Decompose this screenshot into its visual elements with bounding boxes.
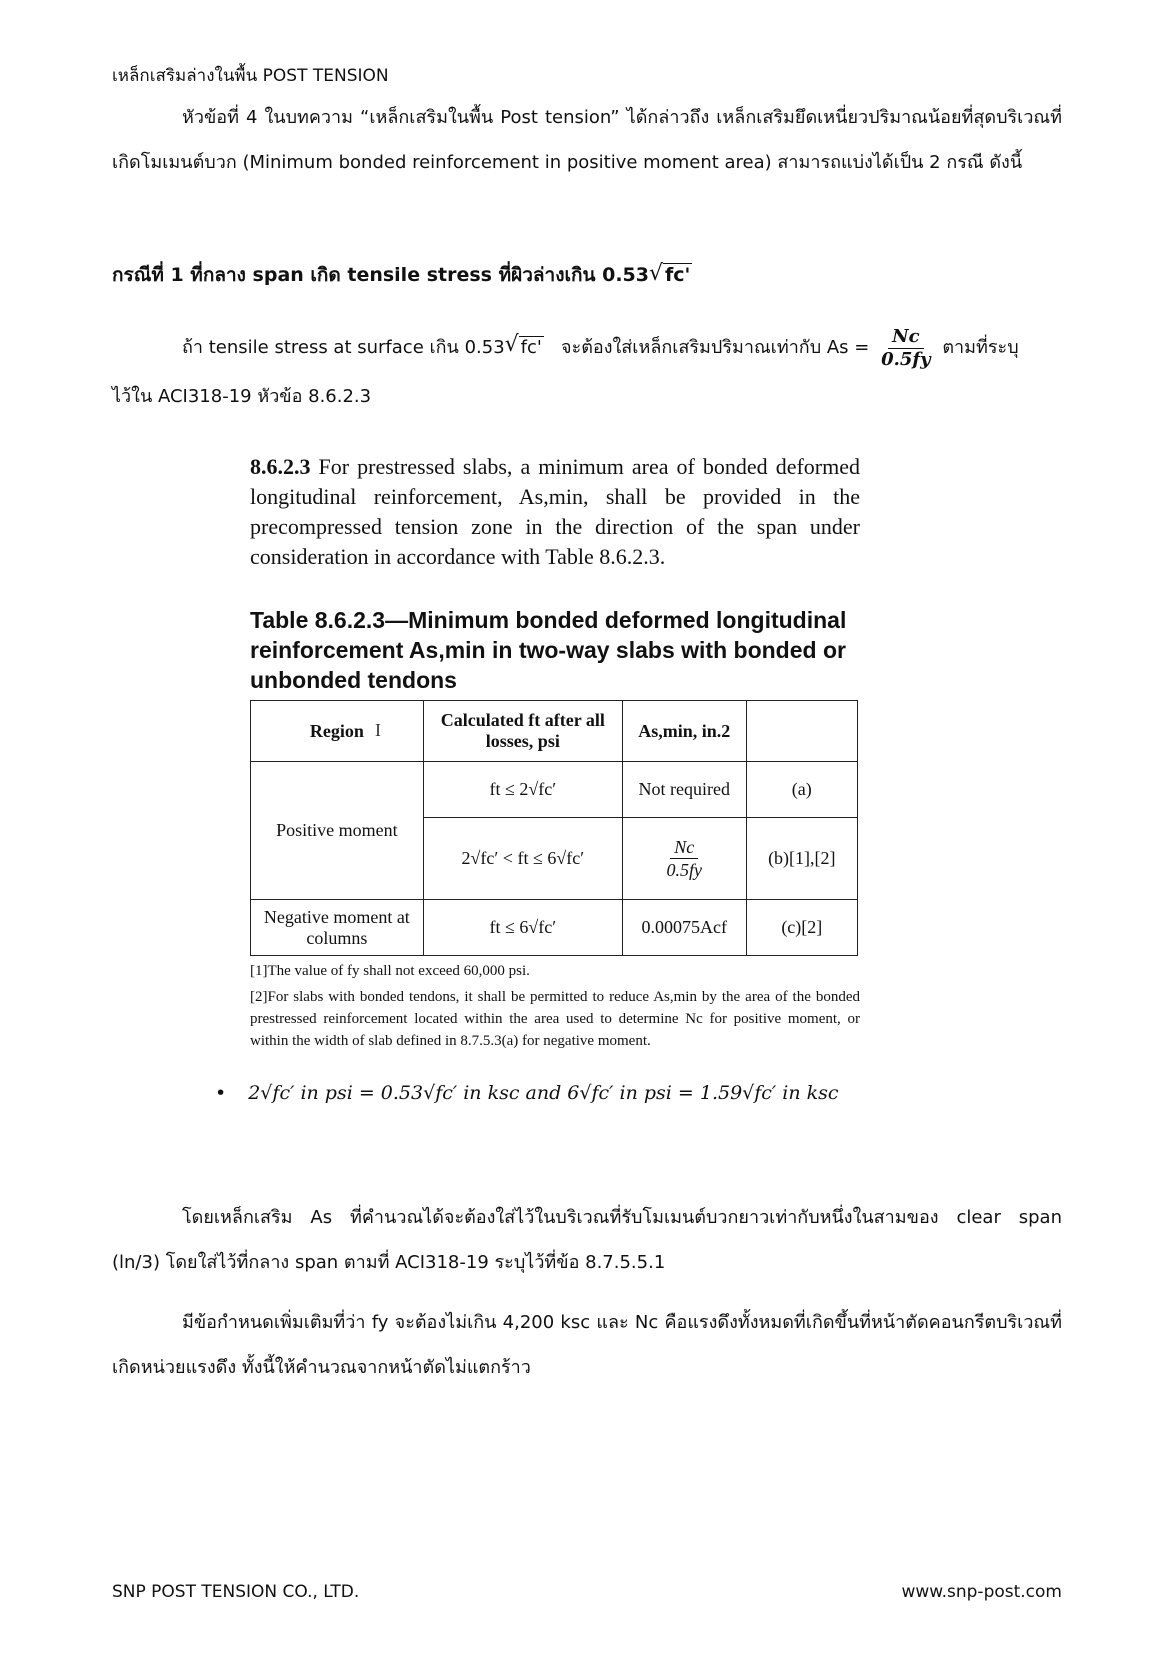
case1-heading-text: กรณีที่ 1 ที่กลาง span เกิด tensile stress ที่ผิวล่างเกิน 0.53 [112,264,649,286]
table-fraction-numerator: Nc [670,836,698,859]
table-fraction [667,836,703,881]
requirement-text: มีข้อกำหนดเพิ่มเติมที่ว่า fy จะต้องไม่เกิน 4,200 ksc และ Nc คือแรงดึงทั้งหมดที่เกิดขึ้นที่หน้าตัดคอนกรีตบริเวณที่เกิดหน่วยแรงดึง ทั้งนี้ให้คำนวณจากหน้าตัดไม่แตกร้าว [112,1312,1062,1378]
placement-text: โดยเหล็กเสริม As ที่คำนวณได้จะต้องใส่ไว้ในบริเวณที่รับโมเมนต์บวกยาวเท่ากับหนึ่งในสามของ clear span (ln/3) โดยใส่ไว้ที่กลาง span ตามที่ ACI318-19 ระบุไว้ที่ข้อ 8.7.5.5.1 [112,1207,1062,1273]
table-cell-region: Positive moment [251,762,424,900]
table-row [251,762,858,818]
footer-website[interactable]: www.snp-post.com [901,1582,1062,1602]
aci-clause-8-6-2-3 [250,452,860,572]
requirement-paragraph [112,1300,1062,1390]
case1-paragraph-line2: ไว้ใน ACI318-19 หัวข้อ 8.6.2.3 [112,386,372,407]
sqrt-symbol [505,322,544,374]
intro-paragraph [112,95,1062,185]
table-title: Table 8.6.2.3—Minimum bonded deformed longitudinal reinforcement As,min in two-way slabs with bonded or unbonded tendons [250,607,847,693]
table-cell-ref: (c)[2] [746,900,857,956]
table-cell-ft: ft ≤ 2√fc′ [423,762,622,818]
clause-number: 8.6.2.3 [250,454,311,479]
case1-heading-root: fc' [664,264,691,286]
table-header-ref [746,701,857,762]
text-cursor-icon: I [375,720,381,740]
intro-text: หัวข้อที่ 4 ในบทความ “เหล็กเสริมในพื้น Post tension” ได้กล่าวถึง เหล็กเสริมยึดเหนี่ยวปริมาณน้อยที่สุดบริเวณที่เกิดโมเมนต์บวก (Minimum bonded reinforcement in positive moment area) สามารถแบ่งได้เป็น 2 กรณี ดังนี้ [112,107,1062,173]
aci-table-8-6-2-3 [250,700,858,956]
table-fraction-denominator: 0.5fy [666,860,703,880]
table-cell-ft: ft ≤ 6√fc′ [423,900,622,956]
table-header-asmin: As,min, in.2 [622,701,746,762]
case1-para-root: fc' [520,337,542,358]
clause-text: For prestressed slabs, a minimum area of bonded deformed longitudinal reinforcement, As,min, shall be provided in the precompressed tension zone in the direction of the span under consideration in accordance with Table 8.6.2.3. [250,454,861,569]
table-cell-asmin: 0.00075Acf [622,900,746,956]
case1-para-b: จะต้องใส่เหล็กเสริมปริมาณเท่ากับ As = [561,337,870,358]
fraction-numerator: Nc [888,326,923,349]
table-cell-region: Negative moment at columns [251,900,424,956]
case1-heading [112,260,692,290]
placement-paragraph [112,1195,1062,1285]
page-header-title: เหล็กเสริมล่างในพื้น POST TENSION [112,66,389,86]
table-footnote-2: [2]For slabs with bonded tendons, it shall be permitted to reduce As,min by the area of the bonded prestressed reinforcement located within the area used to determine Nc for positive moment, or within the width of slab defined in 8.7.5.3(a) for negative moment. [250,989,860,1049]
bullet-item [215,1082,839,1104]
table-footnote-1: [1]The value of fy shall not exceed 60,000 psi. [250,963,530,979]
table-cell-ft: 2√fc′ < ft ≤ 6√fc′ [423,818,622,900]
case1-paragraph [112,322,1062,374]
table-header-ft: Calculated ft after all losses, psi [423,701,622,762]
table-cell-asmin [622,818,746,900]
case1-para-a: ถ้า tensile stress at surface เกิน 0.53 [182,337,505,358]
case1-para-c: ตามที่ระบุ [942,337,1019,358]
sqrt-symbol [649,264,692,286]
table-header-row [251,701,858,762]
as-fraction [881,326,931,371]
bullet-dot-icon: • [215,1082,227,1104]
table-cell-ref: (b)[1],[2] [746,818,857,900]
bullet-text: 2√fc′ in psi = 0.53√fc′ in ksc and 6√fc′ in psi = 1.59√fc′ in ksc [248,1082,839,1104]
table-cell-ref: (a) [746,762,857,818]
fraction-denominator: 0.5fy [881,348,931,370]
footer-company: SNP POST TENSION CO., LTD. [112,1582,360,1602]
table-row [251,900,858,956]
table-header-region: Region [251,701,424,762]
table-cell-asmin: Not required [622,762,746,818]
